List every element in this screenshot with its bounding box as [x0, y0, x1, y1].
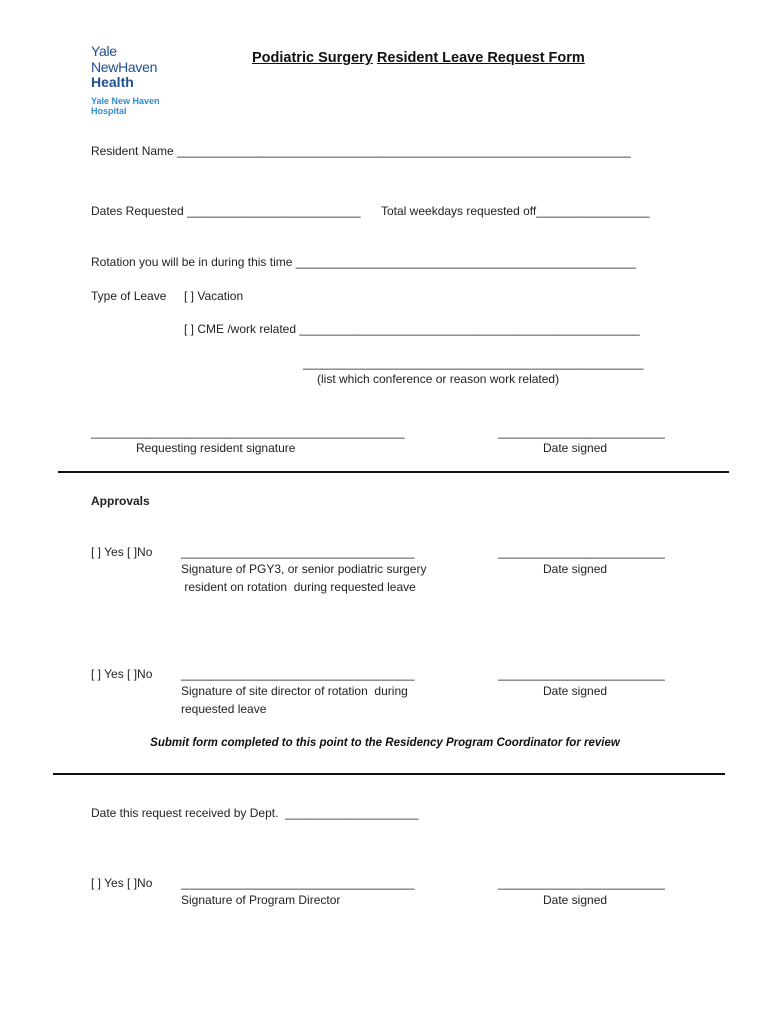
- submit-notice: Submit form completed to this point to the Residency Program Coordinator for review: [150, 737, 620, 749]
- resident-date-line[interactable]: _________________________: [498, 425, 665, 439]
- weekdays-off-field[interactable]: Total weekdays requested off_________________: [381, 204, 650, 218]
- resident-signature-label: Requesting resident signature: [136, 441, 296, 455]
- cme-checkbox[interactable]: [ ] CME /work related ___________________________________________________: [184, 322, 640, 336]
- vacation-checkbox[interactable]: [ ] Vacation: [184, 289, 244, 303]
- approval-2-date-line[interactable]: _________________________: [498, 667, 665, 681]
- resident-signature-line[interactable]: _______________________________________________: [91, 425, 405, 439]
- resident-date-label: Date signed: [543, 441, 608, 455]
- approval-2-date-label: Date signed: [543, 684, 608, 698]
- approval-1-label: Signature of PGY3, or senior podiatric surgery: [181, 562, 427, 576]
- logo-text-newhaven: NewHaven: [91, 59, 158, 75]
- cme-reason-hint: (list which conference or reason work related): [317, 372, 560, 386]
- form-title-part2: Resident Leave Request Form: [376, 50, 585, 66]
- director-date-label: Date signed: [543, 893, 608, 907]
- rotation-field[interactable]: Rotation you will be in during this time ___________________________________________________: [91, 255, 637, 269]
- dates-requested-field[interactable]: Dates Requested __________________________: [91, 204, 361, 218]
- director-choice[interactable]: [ ] Yes [ ]No: [91, 876, 153, 890]
- approval-1-date-line[interactable]: _________________________: [498, 545, 665, 559]
- approval-2-choice[interactable]: [ ] Yes [ ]No: [91, 667, 153, 681]
- cme-reason-field[interactable]: ___________________________________________________: [303, 356, 644, 370]
- approval-1-choice[interactable]: [ ] Yes [ ]No: [91, 545, 153, 559]
- logo-text-hospital-name: Yale New Haven: [91, 96, 160, 106]
- section-divider: [58, 471, 729, 473]
- approval-2-signature-line[interactable]: ___________________________________: [181, 667, 415, 681]
- type-of-leave-label: Type of Leave: [91, 289, 167, 303]
- approvals-heading: Approvals: [91, 494, 150, 508]
- logo-text-hospital: Hospital: [91, 106, 127, 116]
- approval-1-label-cont: resident on rotation during requested leave: [181, 580, 416, 594]
- section-divider: [53, 773, 725, 775]
- form-title-part1: Podiatric Surgery: [252, 50, 373, 66]
- director-signature-line[interactable]: ___________________________________: [181, 876, 415, 890]
- logo-text-yale: Yale: [91, 43, 117, 59]
- director-signature-label: Signature of Program Director: [181, 893, 341, 907]
- logo-text-health: Health: [91, 74, 134, 90]
- form-title: [252, 50, 585, 67]
- approval-1-date-label: Date signed: [543, 562, 608, 576]
- date-received-field[interactable]: Date this request received by Dept. ____________________: [91, 806, 419, 820]
- director-date-line[interactable]: _________________________: [498, 876, 665, 890]
- resident-name-field[interactable]: Resident Name ____________________________________________________________________: [91, 144, 631, 158]
- approval-2-label: Signature of site director of rotation during: [181, 684, 408, 698]
- approval-2-label-cont: requested leave: [181, 702, 267, 716]
- approval-1-signature-line[interactable]: ___________________________________: [181, 545, 415, 559]
